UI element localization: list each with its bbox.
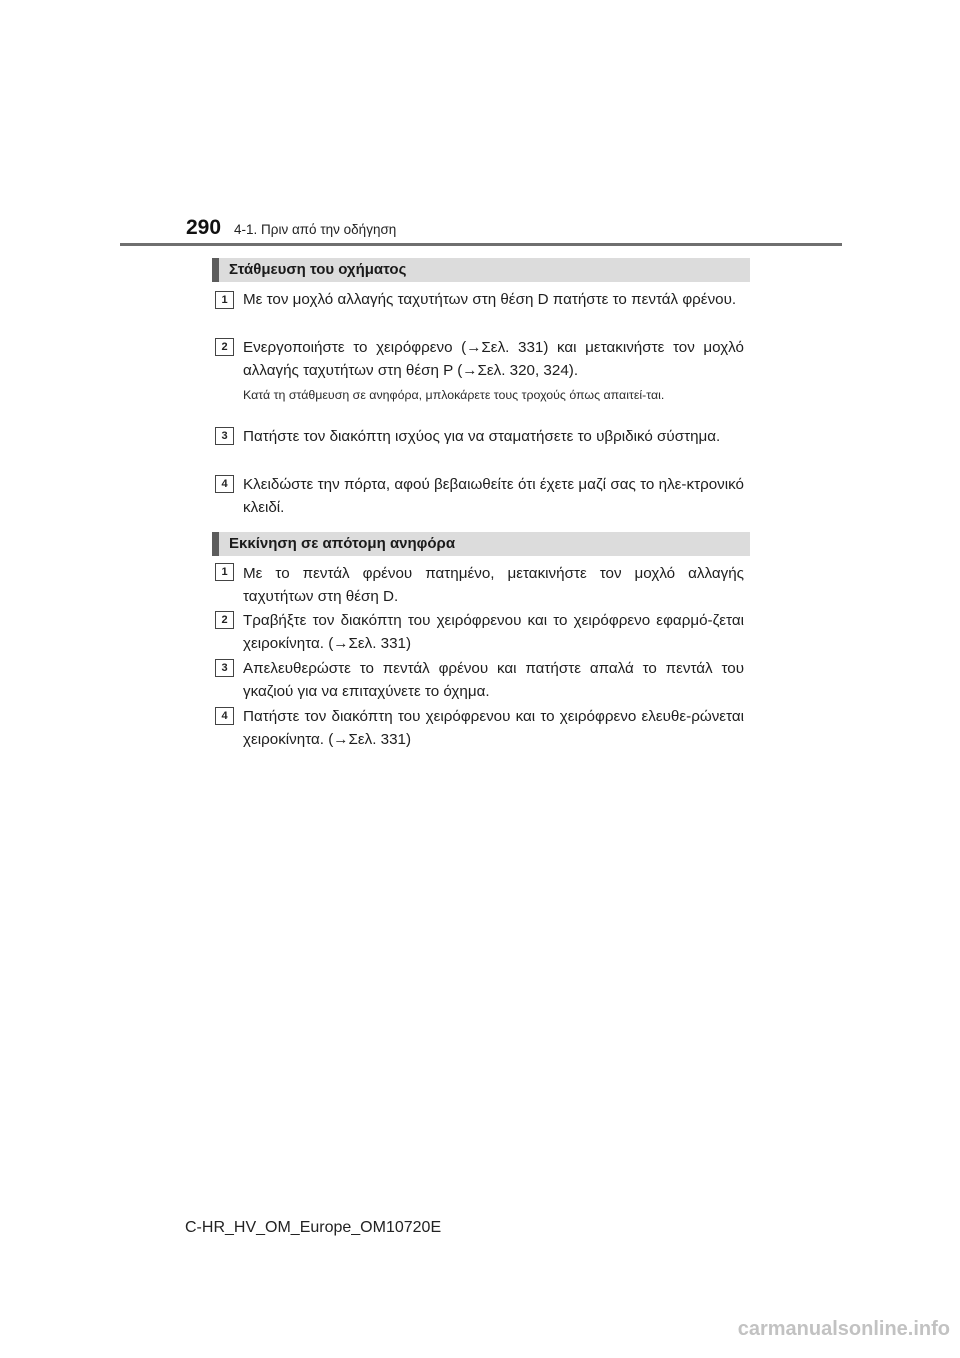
- step-badge-2: 2: [215, 611, 234, 629]
- parking-note: Κατά τη στάθμευση σε ανηφόρα, μπλοκάρετε τους τροχούς όπως απαιτεί-ται.: [243, 388, 665, 402]
- watermark: carmanualsonline.info: [737, 1318, 950, 1340]
- step-badge-4: 4: [215, 475, 234, 493]
- step-badge-1: 1: [215, 291, 234, 309]
- step-badge-2: 2: [215, 338, 234, 356]
- step-text-4: Κλειδώστε την πόρτα, αφού βεβαιωθείτε ότι έχετε μαζί σας το ηλε-κτρονικό κλειδί.: [243, 476, 744, 516]
- step-text-2: Τραβήξτε τον διακόπτη του χειρόφρενου και το χειρόφρενο εφαρμό-ζεται χειροκίνητα. (→Σελ. 331): [243, 612, 744, 652]
- section-heading-parking: Στάθμευση του οχήματος: [212, 258, 750, 282]
- step-badge-3: 3: [215, 659, 234, 677]
- step-text-2: Ενεργοποιήστε το χειρόφρενο (→Σελ. 331) και μετακινήστε τον μοχλό αλλαγής ταχυτήτων στη θέση P (→Σελ. 320, 324).: [243, 339, 744, 379]
- step-badge-1: 1: [215, 563, 234, 581]
- step-text-1: Με τον μοχλό αλλαγής ταχυτήτων στη θέση D πατήστε το πεντάλ φρένου.: [243, 291, 737, 308]
- section-heading-hill-start: Εκκίνηση σε απότομη ανηφόρα: [212, 532, 750, 556]
- footer-doc-code: C-HR_HV_OM_Europe_OM10720E: [185, 1219, 442, 1236]
- step-badge-3: 3: [215, 427, 234, 445]
- step-text-3: Απελευθερώστε το πεντάλ φρένου και πατήστε απαλά το πεντάλ του γκαζιού για να επιταχύνετε το όχημα.: [243, 660, 744, 700]
- step-text-3: Πατήστε τον διακόπτη ισχύος για να σταματήσετε το υβριδικό σύστημα.: [243, 428, 721, 445]
- header-rule: [120, 243, 842, 246]
- step-text-1: Με το πεντάλ φρένου πατημένο, μετακινήστε τον μοχλό αλλαγής ταχυτήτων στη θέση D.: [243, 565, 744, 605]
- section-title: 4-1. Πριν από την οδήγηση: [234, 222, 397, 237]
- step-badge-4: 4: [215, 707, 234, 725]
- step-text-4: Πατήστε τον διακόπτη του χειρόφρενου και το χειρόφρενο ελευθε-ρώνεται χειροκίνητα. (→Σελ. 331): [243, 708, 744, 748]
- page-number: 290: [186, 216, 222, 239]
